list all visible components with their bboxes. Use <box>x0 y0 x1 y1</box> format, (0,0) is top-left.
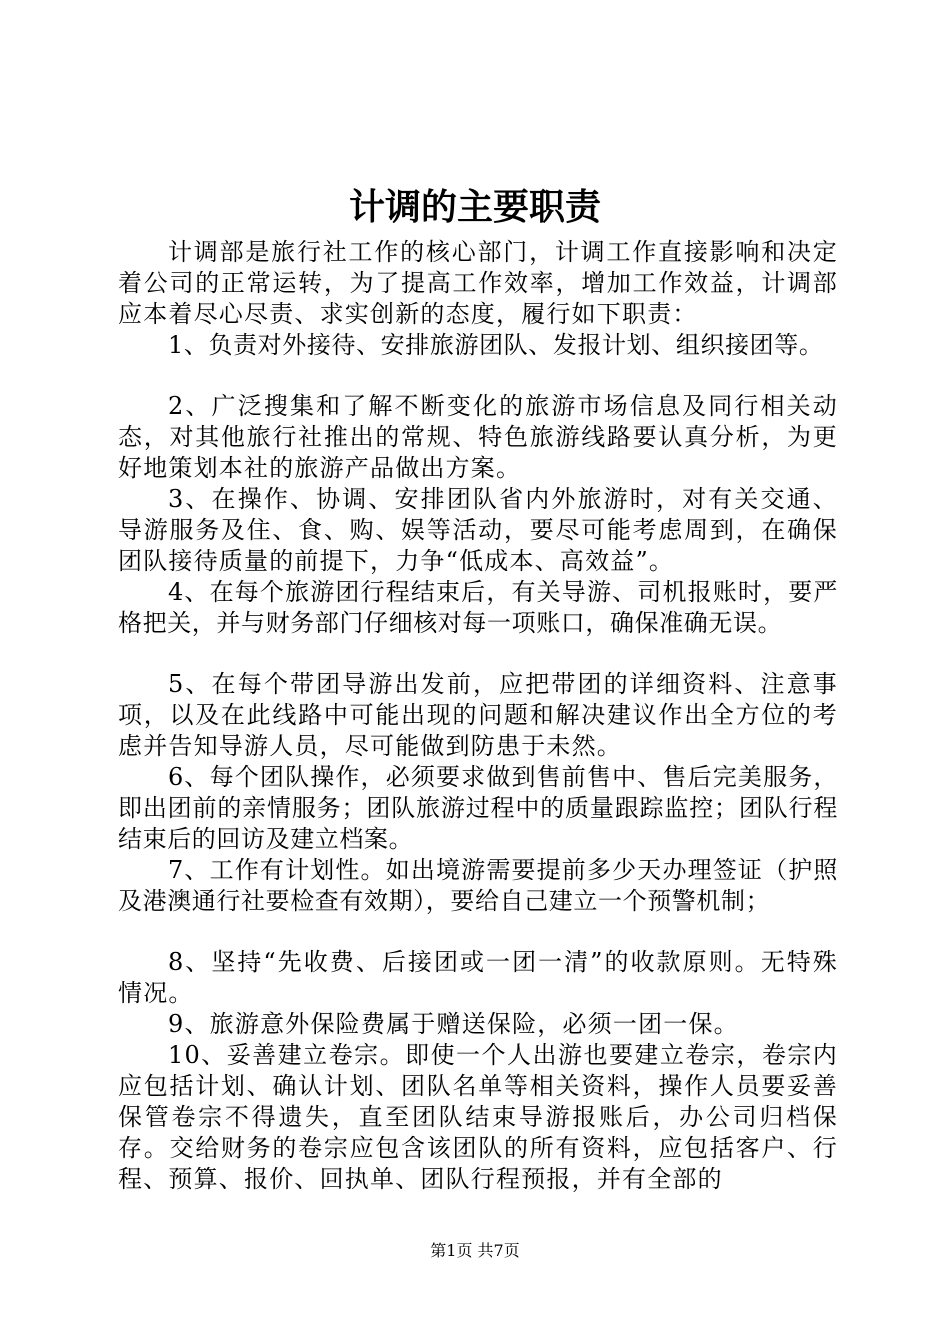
page-footer: 第1页 共7页 <box>430 1241 520 1260</box>
paragraph-item-5: 5、在每个带团导游出发前，应把带团的详细资料、注意事项，以及在此线路中可能出现的问题和解决建议作出全方位的考虑并告知导游人员，尽可能做到防患于未然。 <box>118 670 838 760</box>
paragraph-item-4: 4、在每个旅游团行程结束后，有关导游、司机报账时，要严格把关，并与财务部门仔细核对每一项账口，确保准确无误。 <box>118 578 838 637</box>
paragraph-item-10: 10、妥善建立卷宗。即使一个人出游也要建立卷宗，卷宗内应包括计划、确认计划、团队名单等相关资料，操作人员要妥善保管卷宗不得遗失，直至团队结束导游报账后，办公司归档保存。交给财务的卷宗应包含该团队的所有资料，应包括客户、行程、预算、报价、回执单、团队行程预报，并有全部的 <box>118 1041 838 1193</box>
paragraph-item-2: 2、广泛搜集和了解不断变化的旅游市场信息及同行相关动态，对其他旅行社推出的常规、特色旅游线路要认真分析，为更好地策划本社的旅游产品做出方案。 <box>118 392 838 482</box>
document-title: 计调的主要职责 <box>348 187 601 228</box>
paragraph-item-6: 6、每个团队操作，必须要求做到售前售中、售后完美服务，即出团前的亲情服务；团队旅游过程中的质量跟踪监控；团队行程结束后的回访及建立档案。 <box>118 763 838 853</box>
paragraph-item-1: 1、负责对外接待、安排旅游团队、发报计划、组织接团等。 <box>168 331 824 359</box>
paragraph-item-3: 3、在操作、协调、安排团队省内外旅游时，对有关交通、导游服务及住、食、购、娱等活动，要尽可能考虑周到，在确保团队接待质量的前提下，力争“低成本、高效益”。 <box>118 485 838 575</box>
paragraph-gap <box>118 639 838 669</box>
paragraph-gap <box>118 917 838 947</box>
paragraph-intro: 计调部是旅行社工作的核心部门，计调工作直接影响和决定着公司的正常运转，为了提高工作效率，增加工作效益，计调部应本着尽心尽责、求实创新的态度，履行如下职责： <box>118 238 838 328</box>
document-body <box>118 237 838 1195</box>
paragraph-gap <box>118 361 838 391</box>
paragraph-item-8: 8、坚持“先收费、后接团或一团一清”的收款原则。无特殊情况。 <box>118 948 838 1007</box>
paragraph-item-7: 7、工作有计划性。如出境游需要提前多少天办理签证（护照及港澳通行社要检查有效期），要给自己建立一个预警机制； <box>118 856 838 915</box>
paragraph-item-9: 9、旅游意外保险费属于赠送保险，必须一团一保。 <box>168 1010 739 1038</box>
